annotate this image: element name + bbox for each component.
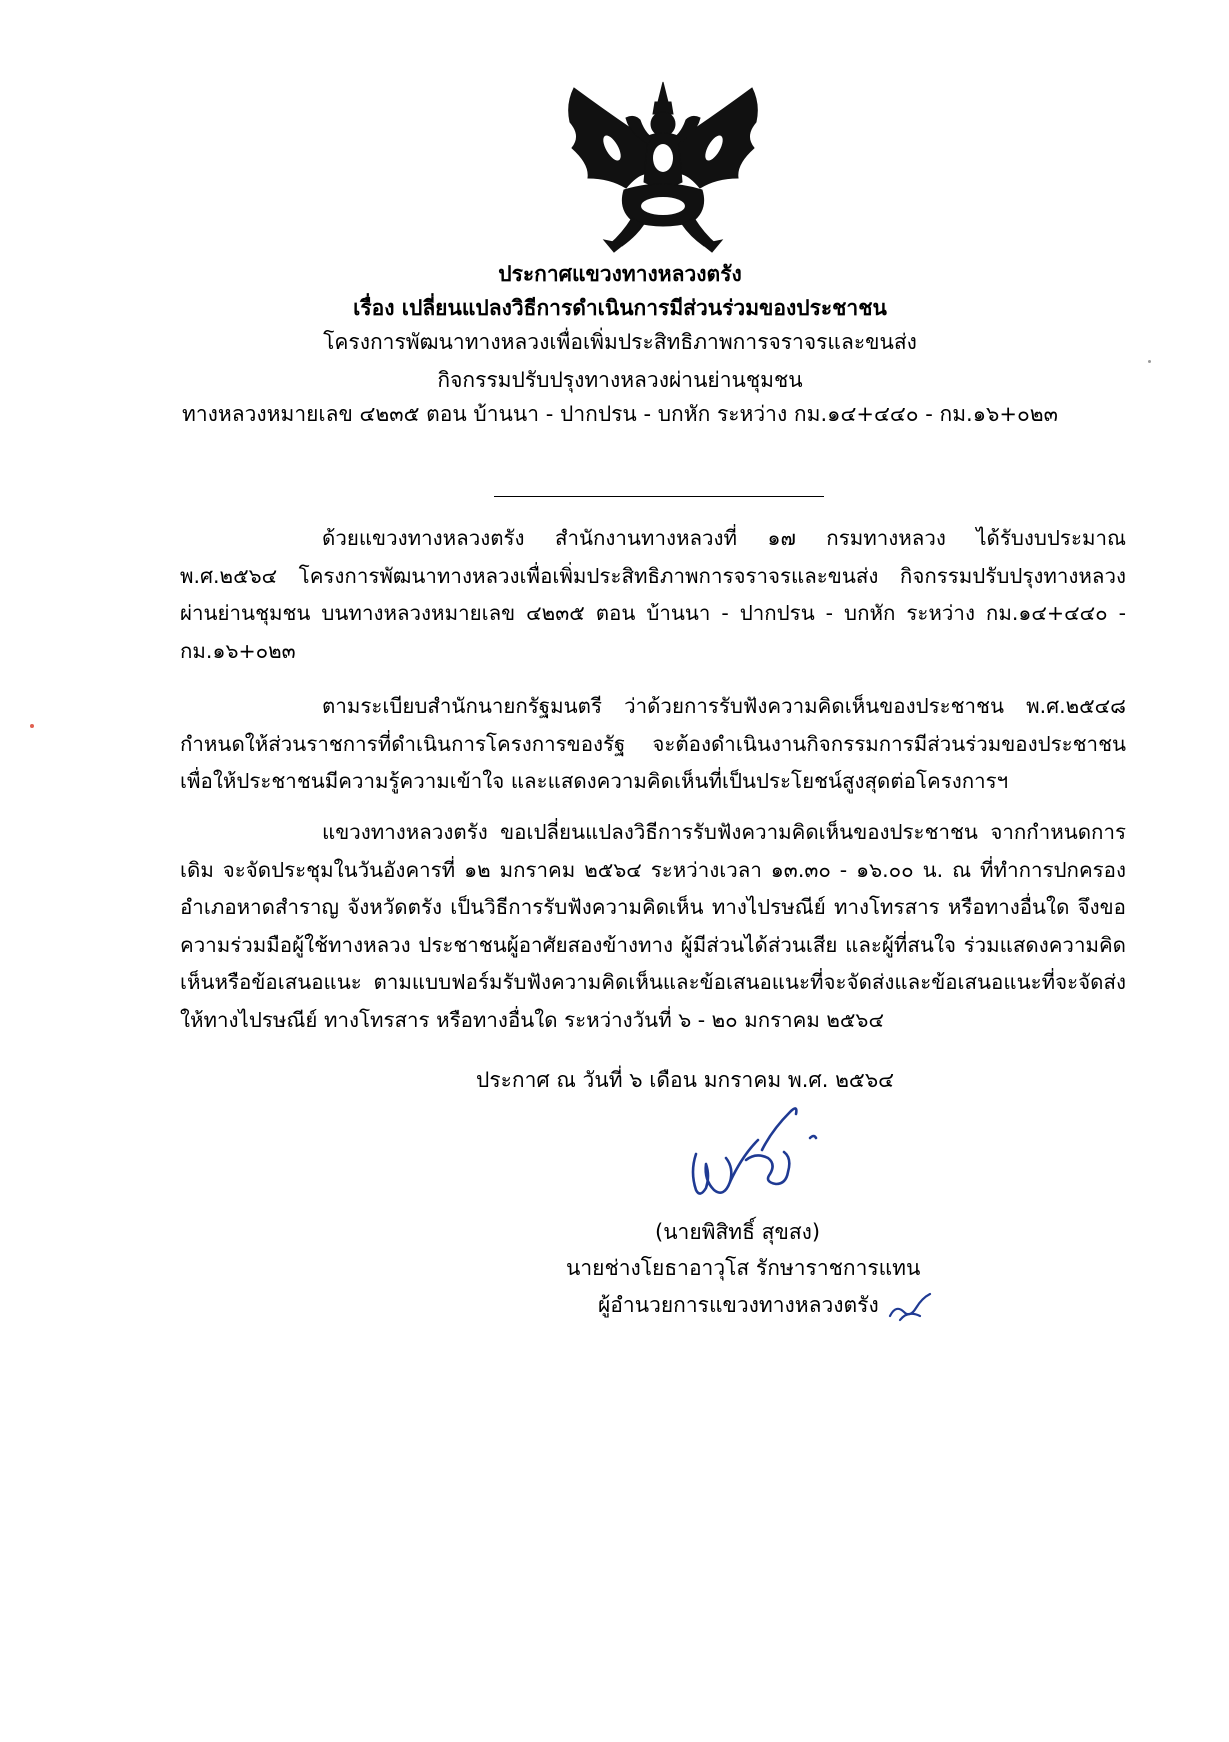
activity-title: กิจกรรมปรับปรุงทางหลวงผ่านย่านชุมชน xyxy=(437,368,803,392)
announcement-issuer: ประกาศแขวงทางหลวงตรัง xyxy=(498,262,742,286)
garuda-emblem-icon xyxy=(552,78,774,254)
scan-speck xyxy=(1148,360,1151,363)
handwritten-initial-icon xyxy=(886,1290,936,1324)
signatory-name: (นายพิสิทธิ์ สุขสง) xyxy=(655,1220,821,1244)
announcement-subject: เรื่อง เปลี่ยนแปลงวิธีการดำเนินการมีส่วนร่วมของประชาชน xyxy=(353,296,887,320)
header-divider xyxy=(494,496,824,497)
body-paragraph-3: แขวงทางหลวงตรัง ขอเปลี่ยนแปลงวิธีการรับฟังความคิดเห็นของประชาชน จากกำหนดการเดิม จะจัดประชุมในวันอังคารที่ ๑๒ มกราคม ๒๕๖๔ ระหว่างเวลา ๑๓.๓๐ - ๑๖.๐๐ น. ณ ที่ทำการปกครองอำเภอหาดสำราญ จังหวัดตรัง เป็นวิธีการรับฟังความคิดเห็น ทางไปรษณีย์ ทางโทรสาร หรือทางอื่นใด จึงขอความร่วมมือผู้ใช้ทางหลวง ประชาชนผู้อาศัยสองข้างทาง ผู้มีส่วนได้ส่วนเสีย และผู้ที่สนใจ ร่วมแสดงความคิดเห็นหรือข้อเสนอแนะ ตามแบบฟอร์มรับฟังความคิดเห็นและข้อเสนอแนะที่จะจัดส่งและข้อเสนอแนะที่จะจัดส่งให้ทางไปรษณีย์ ทางโทรสาร หรือทางอื่นใด ระหว่างวันที่ ๖ - ๒๐ มกราคม ๒๕๖๔ xyxy=(180,820,1126,1032)
signatory-position: นายช่างโยธาอาวุโส รักษาราชการแทน xyxy=(566,1256,921,1280)
scan-speck xyxy=(30,724,34,728)
announcement-date: ประกาศ ณ วันที่ ๖ เดือน มกราคม พ.ศ. ๒๕๖๔ xyxy=(476,1068,895,1092)
project-title: โครงการพัฒนาทางหลวงเพื่อเพิ่มประสิทธิภาพการจราจรและขนส่ง xyxy=(323,330,917,354)
route-section: ทางหลวงหมายเลข ๔๒๓๕ ตอน บ้านนา - ปากปรน - บกหัก ระหว่าง กม.๑๔+๔๔๐ - กม.๑๖+๐๒๓ xyxy=(181,402,1058,426)
body-paragraph-1: ด้วยแขวงทางหลวงตรัง สำนักงานทางหลวงที่ ๑๗ กรมทางหลวง ได้รับงบประมาณ พ.ศ.๒๕๖๔ โครงการพัฒนาทางหลวงเพื่อเพิ่มประสิทธิภาพการจราจรและขนส่ง กิจกรรมปรับปรุงทางหลวงผ่านย่านชุมชน บนทางหลวงหมายเลข ๔๒๓๕ ตอน บ้านนา - ปากปรน - บกหัก ระหว่าง กม.๑๔+๔๔๐ - กม.๑๖+๐๒๓ xyxy=(180,526,1126,663)
handwritten-signature-icon xyxy=(680,1100,850,1202)
signatory-office: ผู้อำนวยการแขวงทางหลวงตรัง xyxy=(598,1293,879,1317)
body-paragraph-2: ตามระเบียบสำนักนายกรัฐมนตรี ว่าด้วยการรับฟังความคิดเห็นของประชาชน พ.ศ.๒๕๔๘ กำหนดให้ส่วนราชการที่ดำเนินการโครงการของรัฐ จะต้องดำเนินงานกิจกรรมการมีส่วนร่วมของประชาชน เพื่อให้ประชาชนมีความรู้ความเข้าใจ และแสดงความคิดเห็นที่เป็นประโยชน์สูงสุดต่อโครงการฯ xyxy=(180,694,1126,793)
